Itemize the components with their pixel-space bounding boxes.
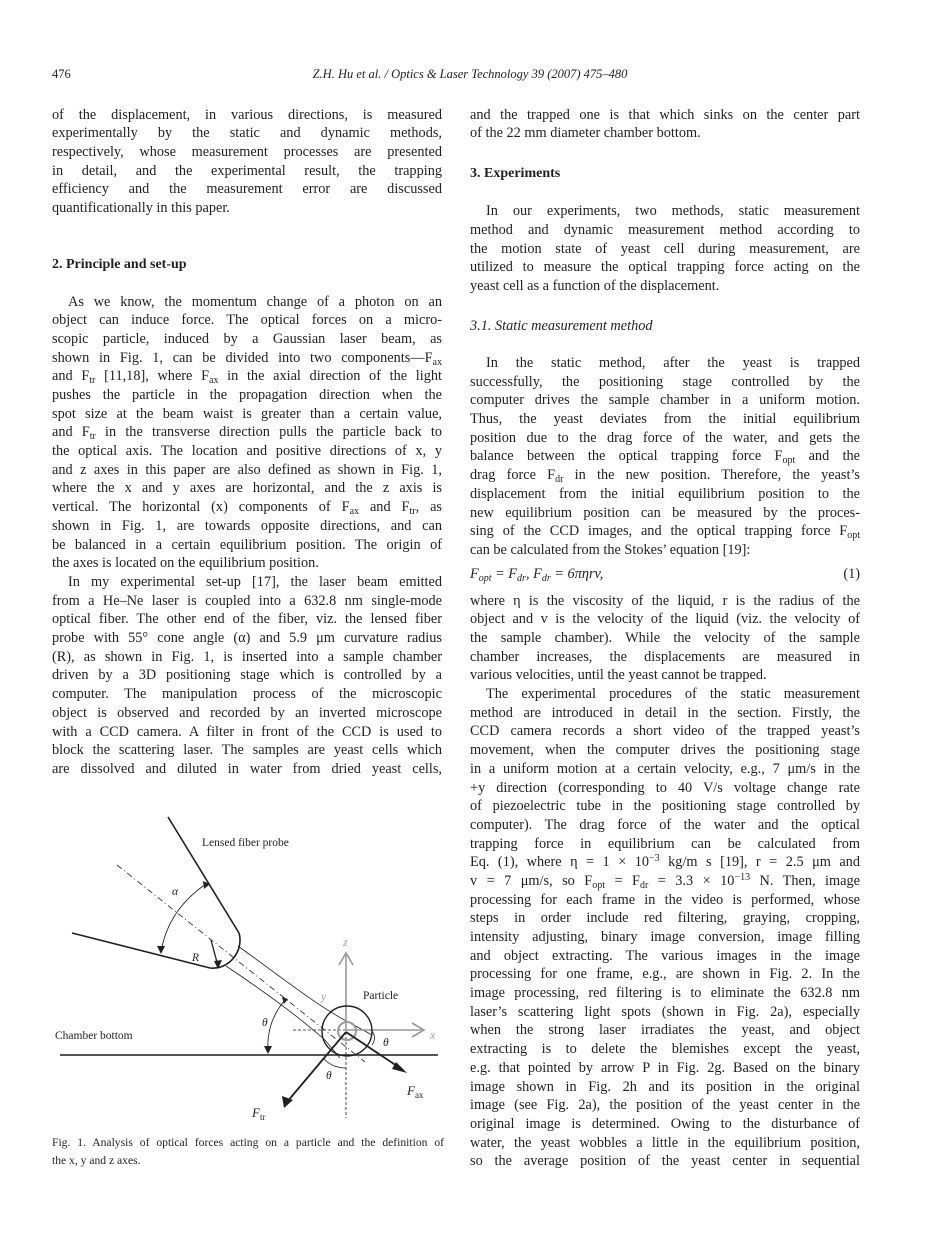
- text-line: the optical axis. The location and positive directions of x, y: [52, 443, 442, 460]
- paragraph: [470, 685, 860, 1171]
- text-line: so the average position of the yeast center in sequential: [470, 1153, 860, 1170]
- text-line: pushes the particle in the propagation direction when the: [52, 387, 442, 404]
- text-line: and $F_{tr}$ in the transverse direction pulls the particle back to: [52, 424, 442, 443]
- text-line: drag force $F_{dr}$ in the new position. Therefore, the yeast’s: [470, 467, 860, 486]
- label-z: z: [343, 937, 348, 949]
- text-line: computer drives the sample chamber in a uniform motion.: [470, 392, 860, 409]
- text-line: driven by a 3D positioning stage which is controlled by a: [52, 667, 442, 684]
- text-line: v = 7 μm/s, so $F_{opt} = F_{dr} = 3.3 \times 10^{-13}$ N. Then, image: [470, 871, 860, 891]
- text-line: laser’s scattering light spots (shown in Fig. 2a), especially: [470, 1003, 860, 1020]
- text-line: As we know, the momentum change of a photon on an: [68, 293, 442, 310]
- text-line: yeast cell as a function of the displacement.: [470, 278, 720, 295]
- text-line: movement, when the computer drives the positioning stage: [470, 742, 860, 759]
- text-line: water, the yeast wobbles a little in the equilibrium position,: [470, 1134, 860, 1151]
- optical-axis: [117, 865, 365, 1062]
- text-line: e.g. that pointed by arrow P in Fig. 2g. Based on the binary: [470, 1059, 860, 1076]
- equation-1: [470, 565, 860, 584]
- text-line: when the strong laser irradiates the yeast, and object: [470, 1022, 860, 1039]
- text-line: computer). The drag force of the water and the optical: [470, 816, 860, 833]
- text-line: the axes is located on the equilibrium position.: [52, 555, 319, 572]
- text-line: intensity adjusting, binary image conversion, image filling: [470, 929, 860, 946]
- text-line: In the static method, after the yeast is trapped: [486, 355, 860, 371]
- label-lensed-fiber-probe: Lensed fiber probe: [202, 837, 289, 849]
- page-number: 476: [52, 67, 71, 81]
- text-line: +y direction (corresponding to 40 V/s voltage change rate: [470, 779, 860, 796]
- probe-upper-edge: [168, 817, 239, 933]
- text-line: image processing, red filtering is to eliminate the 632.8 nm: [470, 985, 860, 1002]
- text-line: Eq. (1), where $\eta = 1 \times 10^{-3}$ kg/m s [19], r = 2.5 μm and: [470, 853, 860, 871]
- paragraph: [470, 592, 860, 685]
- text-line: shown in Fig. 1, can be divided into two $components—F_{ax}$: [52, 349, 442, 368]
- text-line: processing for one frame, e.g., are shown in Fig. 2. In the: [470, 966, 860, 983]
- text-line: Fig. 1. Analysis of optical forces acting on a particle and the definition of: [52, 1136, 444, 1149]
- running-title: Z.H. Hu et al. / Optics & Laser Technology 39 (2007) 475–480: [312, 67, 628, 81]
- alpha-arc: [161, 884, 206, 952]
- text-line: from a He–Ne laser is coupled into a 632.8 nm single-mode: [52, 592, 442, 609]
- text-line: optical fiber. The other end of the fiber, viz. the lensed fiber: [52, 611, 442, 628]
- equation-number: (1): [843, 565, 860, 582]
- section-heading: 3. Experiments: [470, 166, 561, 181]
- text-line: respectively, whose measurement processes are presented: [52, 143, 442, 160]
- text-line: object can induce force. The optical forces on a micro-: [52, 312, 442, 329]
- text-line: original image is determined. Owing to the disturbance of: [470, 1115, 860, 1132]
- figure-1-diagram: [0, 0, 460, 1134]
- subsection-heading: 3.1. Static measurement method: [470, 317, 653, 334]
- text-line: The experimental procedures of the static measurement: [486, 686, 860, 703]
- text-line: where the x and y axes are horizontal, and the z axis is: [52, 480, 442, 497]
- text-line: object is observed and recorded by an inverted microscope: [52, 704, 442, 721]
- text-line: efficiency and the measurement error are discussed: [52, 181, 442, 198]
- paragraph: [470, 106, 860, 143]
- label-theta-right: θ: [383, 1037, 389, 1049]
- beam-upper: [238, 946, 372, 1035]
- text-line: method are introduced in detail in the section. Firstly, the: [470, 704, 860, 721]
- text-line: in detail, and the experimental result, the trapping: [52, 162, 442, 179]
- text-line: be balanced in a certain equilibrium position. The origin of: [52, 536, 442, 553]
- text-line: experimentally by the static and dynamic methods,: [52, 125, 442, 142]
- label-theta-left: θ: [262, 1017, 268, 1029]
- text-line: successfully, the positioning stage controlled by the: [470, 373, 860, 390]
- label-alpha: α: [172, 886, 179, 898]
- text-line: image shown in Fig. 2h and its position in the original: [470, 1078, 860, 1095]
- figure-caption: [52, 1134, 444, 1170]
- label-ftr: $F_{tr}$: [252, 1105, 266, 1122]
- text-line: block the scattering laser. The samples are yeast cells which: [52, 742, 442, 759]
- theta-arc-bottom: [323, 1058, 346, 1068]
- text-line: method and dynamic measurement method according to: [470, 221, 860, 238]
- beam-lower: [226, 966, 340, 1058]
- text-line: various velocities, until the yeast cannot be trapped.: [470, 667, 767, 684]
- text-line: extracting is to delete the blemishes except the yeast,: [470, 1041, 860, 1058]
- text-line: probe with 55° cone angle (α) and 5.9 μm curvature radius: [52, 630, 442, 647]
- text-line: the sample chamber). While the velocity of the sample: [470, 629, 860, 646]
- label-y: y: [321, 991, 327, 1003]
- text-line: and the trapped one is that which sinks on the center part: [470, 106, 860, 123]
- text-line: with a CCD camera. A filter in front of the CCD is used to: [52, 723, 442, 740]
- text-line: new equilibrium position can be measured by the proces-: [470, 504, 860, 521]
- text-line: chamber increases, the displacements are measured in: [470, 648, 860, 665]
- probe-lower-edge: [72, 933, 210, 968]
- text-line: vertical. The horizontal (x) components of $F_{ax}$ and $F_{tr}$, as: [52, 499, 442, 518]
- text-line: of the displacement, in various directions, is measured: [52, 106, 442, 123]
- text-line: quantificationally in this paper.: [52, 200, 230, 217]
- text-line: In my experimental set-up [17], the laser beam emitted: [68, 574, 442, 590]
- text-line: sing of the CCD images, and the optical trapping force $F_{opt}$: [470, 523, 860, 542]
- text-line: (R), as shown in Fig. 1, is inserted into a sample chamber: [52, 648, 442, 665]
- text-line: can be calculated from the Stokes’ equation [19]:: [470, 541, 751, 558]
- label-theta-bottom: θ: [326, 1070, 332, 1082]
- label-r: R: [192, 952, 200, 964]
- text-line: displacement from the initial equilibrium position to the: [470, 485, 860, 502]
- paragraph: [470, 202, 860, 295]
- text-line: and z axes in this paper are also defined as shown in Fig. 1,: [52, 461, 442, 478]
- text-line: image (see Fig. 2a), the position of the yeast center in the: [470, 1097, 860, 1114]
- paragraph: [470, 354, 860, 560]
- section-heading: 2. Principle and set-up: [52, 256, 187, 272]
- text-line: are dissolved and diluted in water from dried yeast cells,: [52, 760, 442, 777]
- text-line: computer. The manipulation process of the microscopic: [52, 686, 442, 703]
- text-line: object and v is the velocity of the liquid (viz. the velocity of: [470, 611, 860, 628]
- text-line: In our experiments, two methods, static measurement: [486, 203, 860, 220]
- text-line: of the 22 mm diameter chamber bottom.: [470, 125, 701, 142]
- text-line: shown in Fig. 1, are towards opposite directions, and can: [52, 517, 442, 534]
- text-line: Thus, the yeast deviates from the initial equilibrium: [470, 411, 860, 428]
- text-line: processing for each frame in the video is performed, whose: [470, 891, 860, 908]
- text-line: balance between the optical trapping force $F_{opt}$ and the: [470, 448, 860, 467]
- text-line: position due to the drag force of the water, and gets the: [470, 429, 860, 446]
- text-line: utilized to measure the optical trapping force acting on the: [470, 259, 860, 276]
- text-line: and object extracting. The various images in the image: [470, 947, 860, 964]
- label-particle: Particle: [363, 990, 399, 1002]
- text-line: of piezoelectric tube in the positioning stage controlled by: [470, 798, 860, 815]
- label-x: x: [430, 1030, 436, 1042]
- label-fax: $F_{ax}$: [407, 1083, 424, 1100]
- text-line: in a uniform motion at a certain velocity, e.g., 7 μm/s in the: [470, 760, 860, 777]
- text-line: scopic particle, induced by a Gaussian laser beam, as: [52, 330, 442, 347]
- theta-arc-left: [268, 1000, 285, 1052]
- text-line: trapping force in equilibrium can be calculated from: [470, 835, 860, 852]
- equation-text: $F_{opt} = F_{dr}$, $F_{dr} = 6\pi\eta rv$,: [470, 565, 604, 584]
- label-chamber-bottom: Chamber bottom: [55, 1030, 133, 1042]
- text-line: steps in order include red filtering, graying, cropping,: [470, 910, 860, 927]
- text-line: the x, y and z axes.: [52, 1154, 141, 1167]
- text-line: spot size at the beam waist is greater than a certain value,: [52, 405, 442, 422]
- text-line: where η is the viscosity of the liquid, r is the radius of the: [470, 592, 860, 609]
- text-line: CCD camera records a short video of the trapped yeast’s: [470, 723, 860, 740]
- text-line: and $F_{tr}$ [11,18], where $F_{ax}$ in the axial direction of the light: [52, 368, 442, 387]
- text-line: the motion state of yeast cell during measurement, are: [470, 240, 860, 257]
